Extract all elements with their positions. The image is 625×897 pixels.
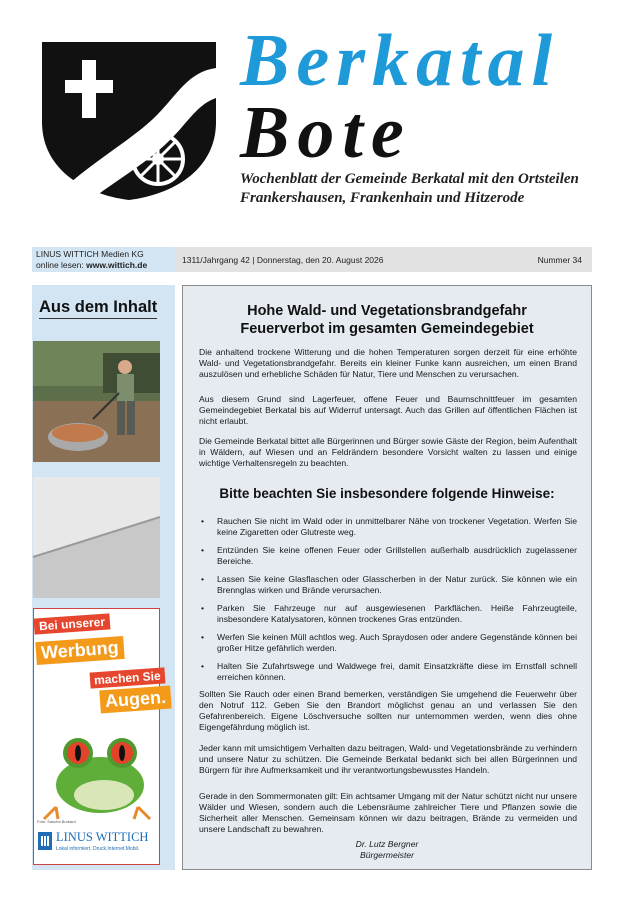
ad-line1: Bei unserer	[34, 613, 111, 634]
headline-line1: Hohe Wald- und Vegetationsbrandgefahr	[247, 303, 527, 319]
ad-logo-name: LINUS WITTICH	[56, 830, 149, 844]
main-article	[182, 285, 592, 870]
online-label: online lesen:	[36, 260, 84, 270]
list-item-text: Werfen Sie keinen Müll achtlos weg. Auch Spraydosen oder andere Gegenstände können bei großer Hitze gefährlich werden.	[217, 632, 577, 653]
article-headline	[183, 302, 591, 338]
list-item-text: Parken Sie Fahrzeuge nur auf ausgewiesenen Parkflächen. Heiße Fahrzeugteile, insbesondere Katalysatoren, können trockenes Gras entzünden.	[217, 603, 577, 624]
intro-paragraph: Die Gemeinde Berkatal bittet alle Bürgerinnen und Bürger sowie Gäste der Region, beim Aufenthalt in Wäldern, auf Wiesen und an Feldrändern besondere Vorsicht walten zu lassen und einige wichtige Verhaltensregeln zu beachten.	[199, 436, 577, 468]
list-item	[199, 632, 577, 654]
issue-info: 1311/Jahrgang 42 | Donnerstag, den 20. August 2026	[182, 255, 384, 265]
ad-photo-credit: Foto: Sascha Burkard	[37, 819, 76, 824]
bullet-icon: •	[201, 603, 205, 613]
closing-paragraph: Gerade in den Sommermonaten gilt: Ein achtsamer Umgang mit der Natur schützt nicht nur unsere Wälder und Wiesen, sondern auch die Lebensräume zahlreicher Tiere und Pflanzen sowie die Sicherheit aller Menschen. Gemeinsam können wir dazu beitragen, Brände zu vermeiden und unsere Landschaft zu bewahren.	[199, 791, 577, 834]
intro-paragraph: Die anhaltend trockene Witterung und die hohen Temperaturen sorgen derzeit für eine erhöhte Wald- und Vegetationsbrandgefahr. Bereits ein kleiner Funke kann ausreichen, um einen Brand auszulösen und erhebliche Schäden für Natur, Tiere und Menschen zu verursachen.	[199, 347, 577, 379]
linus-wittich-logo-icon	[38, 832, 52, 850]
bullet-icon: •	[201, 545, 205, 555]
ad-line2: Werbung	[35, 636, 124, 665]
headline-line2: Feuerverbot im gesamten Gemeindegebiet	[240, 321, 534, 337]
closing-paragraph: Sollten Sie Rauch oder einen Brand bemerken, verständigen Sie umgehend die Feuerwehr über den Notruf 112. Geben Sie den Brandort möglichst genau an und verlassen Sie den Gefahrenbereich. Eigene Löschversuche sollten nur unternommen werden, wenn dies ohne Eigengefährdung möglich ist.	[199, 689, 577, 732]
sidebar-title: Aus dem Inhalt	[39, 298, 157, 319]
gardener-photo	[33, 341, 160, 462]
ad-logo-tagline: Lokal informiert. Druck.Internet.Mobil.	[56, 846, 140, 852]
closing-paragraph: Jeder kann mit umsichtigem Verhalten dazu beitragen, Wald- und Vegetationsbrände zu verhindern und unsere Natur zu schützen. Die Gemeinde Berkatal bedankt sich bei allen Bürgerinnen und Bürgern für ihre Aufmerksamkeit und ihr verantwortungsbewusstes Handeln.	[199, 743, 577, 775]
newspaper-title-line2: Bote	[240, 92, 412, 174]
issue-number: Nummer 34	[537, 255, 582, 265]
list-item	[199, 603, 577, 625]
coat-of-arms-icon	[38, 38, 220, 203]
bullet-icon: •	[201, 632, 205, 642]
list-item	[199, 516, 577, 538]
bullet-icon: •	[201, 661, 205, 671]
list-item-text: Rauchen Sie nicht im Wald oder in unmittelbarer Nähe von trockener Vegetation. Werfen Sie keine Zigaretten oder Glutreste weg.	[217, 516, 577, 537]
frog-image	[34, 713, 161, 821]
linus-wittich-logo	[38, 829, 156, 859]
signature-name: Dr. Lutz Bergner	[355, 839, 419, 849]
bullet-icon: •	[201, 574, 205, 584]
ad-line3: machen Sie	[90, 667, 166, 688]
intro-paragraph: Aus diesem Grund sind Lagerfeuer, offene Feuer und Baumschnittfeuer im gesamten Gemeindegebiet Berkatal bis auf Widerruf untersagt. Auch das Grillen auf öffentlichen Flächen ist nicht erlaubt.	[199, 394, 577, 426]
sidebar-contents	[32, 285, 175, 870]
publisher-box	[32, 247, 175, 272]
online-line	[36, 260, 175, 271]
publisher-name: LINUS WITTICH Medien KG	[36, 249, 144, 259]
online-url[interactable]: www.wittich.de	[86, 260, 148, 270]
signature-title: Bürgermeister	[360, 850, 414, 860]
ceiling-photo	[33, 477, 160, 598]
list-item-text: Entzünden Sie keine offenen Feuer oder Grillstellen außerhalb ausdrücklich zugelassener Bereiche.	[217, 545, 577, 566]
bullet-icon: •	[201, 516, 205, 526]
newspaper-title-line1: Berkatal	[240, 20, 560, 102]
list-item	[199, 545, 577, 567]
advertisement[interactable]	[33, 608, 167, 865]
list-item	[199, 574, 577, 596]
newspaper-subtitle: Wochenblatt der Gemeinde Berkatal mit den Ortsteilen Frankershausen, Frankenhain und Hitzerode	[240, 171, 579, 206]
list-item-text: Lassen Sie keine Glasflaschen oder Glasscherben in der Natur zurück. Sie können wie ein Brennglas wirken und Brände verursachen.	[217, 574, 577, 595]
info-bar	[32, 247, 592, 272]
list-item-text: Halten Sie Zufahrtswege und Waldwege frei, damit Einsatzkräfte diese im Ernstfall schnell erreichen können.	[217, 661, 577, 682]
list-item	[199, 661, 577, 683]
hints-subheading: Bitte beachten Sie insbesondere folgende Hinweise:	[219, 486, 555, 501]
ad-line4: Augen.	[99, 686, 171, 714]
